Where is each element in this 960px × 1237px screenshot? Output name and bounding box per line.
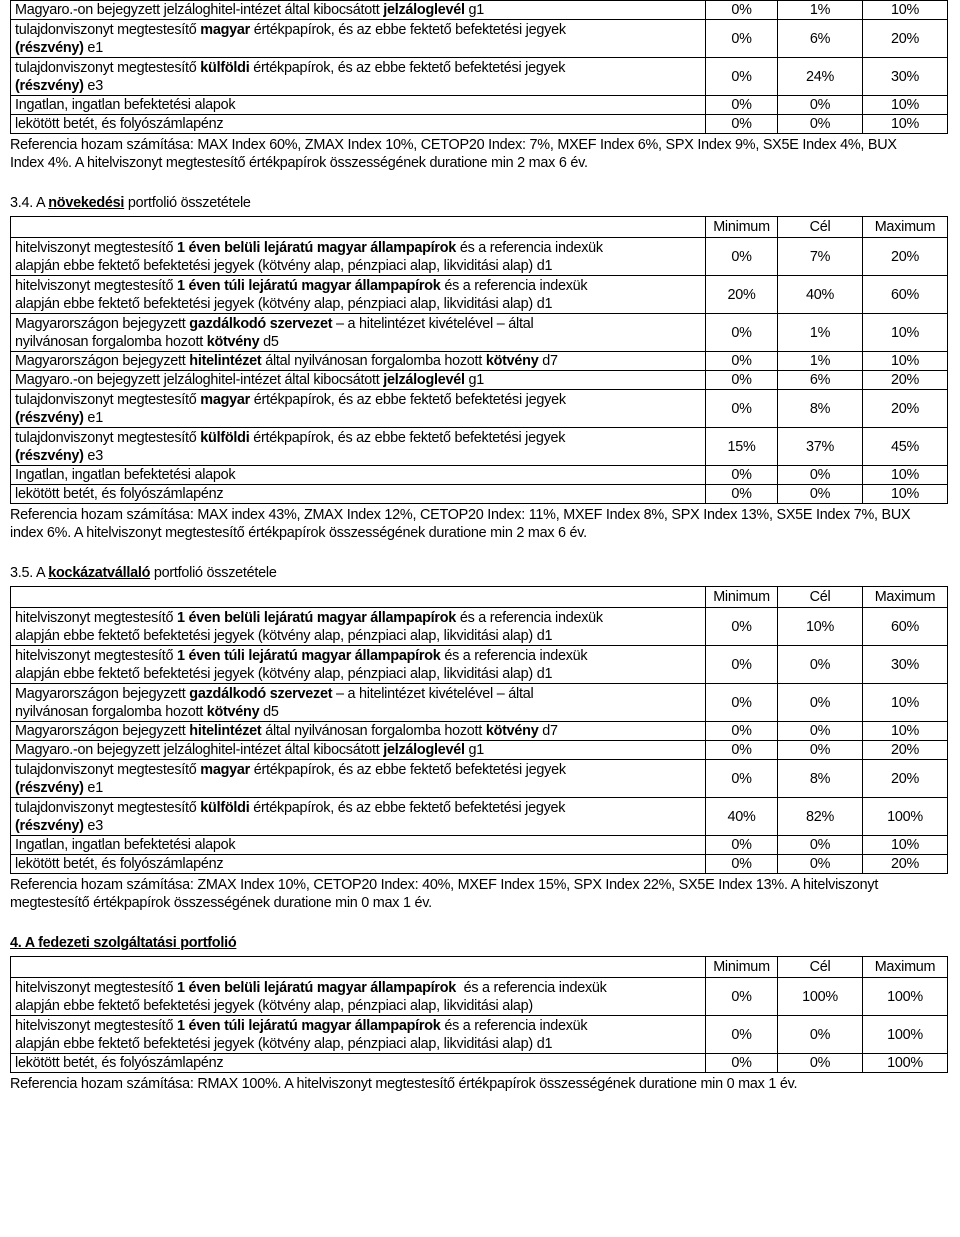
target-value: 0%	[778, 836, 863, 855]
text-segment: Magyarországon bejegyzett	[15, 685, 190, 702]
minimum-value: 0%	[706, 1054, 778, 1073]
minimum-value: 0%	[706, 836, 778, 855]
text-segment: Ingatlan, ingatlan befektetési alapok	[15, 837, 236, 853]
label-line	[15, 59, 701, 77]
emphasized-text: kockázatvállaló	[48, 565, 151, 581]
label-line	[15, 1054, 701, 1072]
text-segment: Magyaro.-on bejegyzett jelzáloghitel-intézet által kibocsátott	[15, 2, 384, 18]
table-row	[11, 608, 948, 646]
minimum-value: 40%	[706, 798, 778, 836]
target-value: 24%	[778, 58, 863, 96]
maximum-value: 100%	[863, 978, 948, 1016]
maximum-value: 20%	[863, 238, 948, 276]
target-value: 7%	[778, 238, 863, 276]
label-line	[15, 485, 701, 503]
asset-class-label	[11, 96, 706, 115]
minimum-value: 0%	[706, 684, 778, 722]
label-line	[15, 371, 701, 389]
text-segment: és a referencia indexük	[456, 239, 603, 256]
allocation-table	[10, 216, 948, 504]
header-minimum: Minimum	[706, 217, 778, 238]
maximum-value: 10%	[863, 96, 948, 115]
text-segment: tulajdonviszonyt megtestesítő	[15, 59, 201, 76]
table-row	[11, 760, 948, 798]
asset-class-label	[11, 798, 706, 836]
header-blank-cell	[11, 217, 706, 238]
target-value: 8%	[778, 760, 863, 798]
maximum-value: 20%	[863, 760, 948, 798]
table-row	[11, 1054, 948, 1073]
target-value: 0%	[778, 485, 863, 504]
minimum-value: 0%	[706, 741, 778, 760]
label-line	[15, 315, 701, 333]
text-segment: portfolió összetétele	[124, 195, 251, 211]
label-line	[15, 115, 701, 133]
emphasized-text: hitelintézet	[189, 353, 262, 369]
header-target: Cél	[778, 217, 863, 238]
emphasized-text: kötvény	[206, 333, 260, 350]
minimum-value: 0%	[706, 115, 778, 134]
emphasized-text: gazdálkodó szervezet	[189, 685, 333, 702]
minimum-value: 0%	[706, 466, 778, 485]
emphasized-text: külföldi	[200, 59, 250, 76]
table-row	[11, 722, 948, 741]
emphasized-text: kötvény	[485, 353, 539, 369]
maximum-value: 10%	[863, 684, 948, 722]
label-line	[15, 609, 701, 627]
header-maximum: Maximum	[863, 217, 948, 238]
minimum-value: 0%	[706, 314, 778, 352]
label-line	[15, 722, 701, 740]
asset-class-label	[11, 371, 706, 390]
emphasized-text: magyar	[200, 391, 250, 408]
section-heading	[10, 564, 960, 582]
asset-class-label	[11, 276, 706, 314]
maximum-value: 100%	[863, 1054, 948, 1073]
text-segment: hitelviszonyt megtestesítő	[15, 1017, 178, 1034]
text-segment: alapján ebbe fektető befektetési jegyek (kötvény alap, pénzpiaci alap, likviditási alap) d1	[15, 1035, 553, 1052]
target-value: 100%	[778, 978, 863, 1016]
target-value: 0%	[778, 684, 863, 722]
target-value: 0%	[778, 115, 863, 134]
section-heading	[10, 934, 960, 952]
table-row	[11, 428, 948, 466]
label-line	[15, 1017, 701, 1035]
text-segment: hitelviszonyt megtestesítő	[15, 239, 178, 256]
minimum-value: 0%	[706, 760, 778, 798]
text-segment: tulajdonviszonyt megtestesítő	[15, 21, 201, 38]
target-value: 0%	[778, 96, 863, 115]
target-value: 0%	[778, 741, 863, 760]
asset-class-label	[11, 855, 706, 874]
label-line	[15, 277, 701, 295]
label-line	[15, 665, 701, 683]
header-minimum: Minimum	[706, 587, 778, 608]
maximum-value: 10%	[863, 352, 948, 371]
asset-class-label	[11, 428, 706, 466]
table-row	[11, 1, 948, 20]
text-segment: e3	[83, 447, 103, 464]
emphasized-text: 4. A fedezeti szolgáltatási portfolió	[10, 935, 237, 951]
label-line	[15, 836, 701, 854]
label-line	[15, 409, 701, 427]
label-line	[15, 447, 701, 465]
table-row	[11, 978, 948, 1016]
text-segment: Magyaro.-on bejegyzett jelzáloghitel-intézet által kibocsátott	[15, 372, 384, 388]
maximum-value: 10%	[863, 115, 948, 134]
text-segment: tulajdonviszonyt megtestesítő	[15, 429, 201, 446]
text-segment: alapján ebbe fektető befektetési jegyek (kötvény alap, pénzpiaci alap, likviditási alap) d1	[15, 257, 553, 274]
label-line	[15, 257, 701, 275]
text-segment: értékpapírok, és az ebbe fektető befektetési jegyek	[249, 429, 566, 446]
text-segment: e1	[83, 409, 103, 426]
header-blank-cell	[11, 957, 706, 978]
table-header-row	[11, 587, 948, 608]
header-target: Cél	[778, 587, 863, 608]
table-row	[11, 798, 948, 836]
emphasized-text: jelzáloglevél	[383, 2, 465, 18]
text-segment: alapján ebbe fektető befektetési jegyek (kötvény alap, pénzpiaci alap, likviditási alap) d1	[15, 627, 553, 644]
table-row	[11, 466, 948, 485]
target-value: 0%	[778, 646, 863, 684]
text-segment: alapján ebbe fektető befektetési jegyek (kötvény alap, pénzpiaci alap, likviditási alap) d1	[15, 665, 553, 682]
text-segment: – a hitelintézet kivételével – által	[332, 315, 534, 332]
label-line	[15, 979, 701, 997]
emphasized-text: 1 éven belüli lejáratú magyar állampapírok	[177, 609, 457, 626]
asset-class-label	[11, 836, 706, 855]
text-segment: d7	[538, 353, 558, 369]
asset-class-label	[11, 741, 706, 760]
text-segment: tulajdonviszonyt megtestesítő	[15, 799, 201, 816]
minimum-value: 0%	[706, 1016, 778, 1054]
reference-note: Referencia hozam számítása: ZMAX Index 10%, CETOP20 Index: 40%, MXEF Index 15%, SPX Index 22%, SX5E Index 13%. A hitelviszonyt megtestesítő értékpapírok összességének duratione min 0 max 1 év.	[10, 877, 879, 911]
asset-class-label	[11, 20, 706, 58]
target-value: 8%	[778, 390, 863, 428]
emphasized-text: (részvény)	[15, 779, 84, 796]
text-segment: hitelviszonyt megtestesítő	[15, 647, 178, 664]
emphasized-text: magyar	[200, 21, 250, 38]
table-row	[11, 390, 948, 428]
label-line	[15, 779, 701, 797]
table-row	[11, 352, 948, 371]
target-value: 0%	[778, 722, 863, 741]
minimum-value: 0%	[706, 1, 778, 20]
minimum-value: 0%	[706, 20, 778, 58]
emphasized-text: (részvény)	[15, 409, 84, 426]
maximum-value: 30%	[863, 646, 948, 684]
reference-note-top: Referencia hozam számítása: MAX Index 60%, ZMAX Index 10%, CETOP20 Index: 7%, MXEF Index 6%, SPX Index 9%, SX5E Index 4%, BUX Index 4%. A hitelviszonyt megtestesítő értékpapírok összességének duratione min 2 max 6 év.	[10, 137, 897, 171]
label-line	[15, 997, 701, 1015]
maximum-value: 60%	[863, 276, 948, 314]
emphasized-text: jelzáloglevél	[383, 742, 465, 758]
label-line	[15, 466, 701, 484]
target-value: 82%	[778, 798, 863, 836]
asset-class-label	[11, 684, 706, 722]
table-row	[11, 276, 948, 314]
table-row	[11, 836, 948, 855]
text-segment: és a referencia indexük	[440, 1017, 588, 1034]
table-row	[11, 96, 948, 115]
text-segment: nyilvánosan forgalomba hozott	[15, 333, 207, 350]
target-value: 0%	[778, 1016, 863, 1054]
emphasized-text: gazdálkodó szervezet	[189, 315, 333, 332]
label-line	[15, 239, 701, 257]
minimum-value: 0%	[706, 96, 778, 115]
emphasized-text: (részvény)	[15, 39, 84, 56]
target-value: 1%	[778, 314, 863, 352]
text-segment: Magyarországon bejegyzett	[15, 315, 190, 332]
maximum-value: 10%	[863, 314, 948, 352]
asset-class-label	[11, 978, 706, 1016]
table-header-row	[11, 217, 948, 238]
target-value: 6%	[778, 371, 863, 390]
label-line	[15, 352, 701, 370]
maximum-value: 100%	[863, 798, 948, 836]
target-value: 1%	[778, 352, 863, 371]
text-segment: Magyarországon bejegyzett	[15, 353, 190, 369]
label-line	[15, 647, 701, 665]
asset-class-label	[11, 390, 706, 428]
reference-note: Referencia hozam számítása: RMAX 100%. A hitelviszonyt megtestesítő értékpapírok összességének duratione min 0 max 1 év.	[10, 1076, 798, 1092]
asset-class-label	[11, 352, 706, 371]
asset-class-label	[11, 466, 706, 485]
text-segment: értékpapírok, és az ebbe fektető befektetési jegyek	[249, 391, 566, 408]
asset-class-label	[11, 314, 706, 352]
minimum-value: 0%	[706, 855, 778, 874]
maximum-value: 10%	[863, 466, 948, 485]
label-line	[15, 1, 701, 19]
emphasized-text: hitelintézet	[189, 723, 262, 739]
text-segment: Ingatlan, ingatlan befektetési alapok	[15, 467, 236, 483]
emphasized-text: 1 éven belüli lejáratú magyar állampapírok	[177, 239, 457, 256]
target-value: 37%	[778, 428, 863, 466]
emphasized-text: jelzáloglevél	[383, 372, 465, 388]
maximum-value: 20%	[863, 855, 948, 874]
label-line	[15, 1035, 701, 1053]
text-segment: és a referencia indexük	[440, 647, 588, 664]
asset-class-label	[11, 760, 706, 798]
text-segment: hitelviszonyt megtestesítő	[15, 277, 178, 294]
asset-class-label	[11, 1016, 706, 1054]
text-segment: és a referencia indexük	[456, 609, 603, 626]
allocation-table	[10, 586, 948, 874]
table-row	[11, 855, 948, 874]
emphasized-text: 1 éven belüli lejáratú magyar állampapírok	[177, 979, 457, 996]
text-segment: értékpapírok, és az ebbe fektető befektetési jegyek	[249, 21, 566, 38]
asset-class-label	[11, 485, 706, 504]
minimum-value: 0%	[706, 646, 778, 684]
label-line	[15, 685, 701, 703]
label-line	[15, 39, 701, 57]
label-line	[15, 96, 701, 114]
target-value: 0%	[778, 855, 863, 874]
table-header-row	[11, 957, 948, 978]
label-line	[15, 627, 701, 645]
maximum-value: 60%	[863, 608, 948, 646]
text-segment: g1	[464, 372, 485, 388]
section-heading	[10, 194, 960, 212]
minimum-value: 20%	[706, 276, 778, 314]
label-line	[15, 333, 701, 351]
text-segment: által nyilvánosan forgalomba hozott	[261, 723, 486, 739]
text-segment: által nyilvánosan forgalomba hozott	[261, 353, 486, 369]
table-row	[11, 684, 948, 722]
emphasized-text: (részvény)	[15, 447, 84, 464]
maximum-value: 10%	[863, 1, 948, 20]
minimum-value: 0%	[706, 722, 778, 741]
asset-class-label	[11, 1054, 706, 1073]
text-segment: d5	[259, 703, 279, 720]
text-segment: és a referencia indexük	[456, 979, 607, 996]
text-segment: Ingatlan, ingatlan befektetési alapok	[15, 97, 236, 113]
label-line	[15, 741, 701, 759]
asset-class-label	[11, 722, 706, 741]
table-row	[11, 371, 948, 390]
text-segment: – a hitelintézet kivételével – által	[332, 685, 534, 702]
emphasized-text: 1 éven túli lejáratú magyar állampapírok	[177, 647, 441, 664]
text-segment: és a referencia indexük	[440, 277, 588, 294]
text-segment: tulajdonviszonyt megtestesítő	[15, 761, 201, 778]
text-segment: értékpapírok, és az ebbe fektető befektetési jegyek	[249, 799, 566, 816]
minimum-value: 0%	[706, 238, 778, 276]
minimum-value: 0%	[706, 390, 778, 428]
label-line	[15, 77, 701, 95]
minimum-value: 0%	[706, 608, 778, 646]
maximum-value: 20%	[863, 371, 948, 390]
minimum-value: 0%	[706, 371, 778, 390]
table-row	[11, 314, 948, 352]
emphasized-text: kötvény	[485, 723, 539, 739]
text-segment: lekötött betét, és folyószámlapénz	[15, 856, 224, 872]
table-row	[11, 485, 948, 504]
text-segment: hitelviszonyt megtestesítő	[15, 979, 178, 996]
target-value: 40%	[778, 276, 863, 314]
label-line	[15, 855, 701, 873]
label-line	[15, 21, 701, 39]
text-segment: lekötött betét, és folyószámlapénz	[15, 1055, 224, 1071]
text-segment: hitelviszonyt megtestesítő	[15, 609, 178, 626]
label-line	[15, 703, 701, 721]
minimum-value: 0%	[706, 485, 778, 504]
text-segment: g1	[464, 742, 485, 758]
allocation-table-top	[10, 0, 948, 134]
text-segment: e1	[83, 779, 103, 796]
text-segment: Magyaro.-on bejegyzett jelzáloghitel-intézet által kibocsátott	[15, 742, 384, 758]
text-segment: d5	[259, 333, 279, 350]
emphasized-text: külföldi	[200, 429, 250, 446]
allocation-table	[10, 956, 948, 1073]
text-segment: 3.4. A	[10, 195, 49, 211]
text-segment: portfolió összetétele	[150, 565, 277, 581]
text-segment: d7	[538, 723, 558, 739]
label-line	[15, 817, 701, 835]
maximum-value: 10%	[863, 836, 948, 855]
minimum-value: 0%	[706, 58, 778, 96]
target-value: 6%	[778, 20, 863, 58]
text-segment: e3	[83, 817, 103, 834]
emphasized-text: magyar	[200, 761, 250, 778]
label-line	[15, 391, 701, 409]
text-segment: lekötött betét, és folyószámlapénz	[15, 486, 224, 502]
table-row	[11, 115, 948, 134]
target-value: 1%	[778, 1, 863, 20]
text-segment: alapján ebbe fektető befektetési jegyek (kötvény alap, pénzpiaci alap, likviditási alap)	[15, 997, 533, 1014]
header-target: Cél	[778, 957, 863, 978]
text-segment: g1	[464, 2, 485, 18]
header-blank-cell	[11, 587, 706, 608]
maximum-value: 20%	[863, 390, 948, 428]
emphasized-text: növekedési	[48, 195, 125, 211]
asset-class-label	[11, 238, 706, 276]
reference-note: Referencia hozam számítása: MAX index 43%, ZMAX Index 12%, CETOP20 Index: 11%, MXEF Index 8%, SPX Index 13%, SX5E Index 7%, BUX index 6%. A hitelviszonyt megtestesítő értékpapírok összességének duratione min 2 max 6 év.	[10, 507, 911, 541]
maximum-value: 45%	[863, 428, 948, 466]
target-value: 10%	[778, 608, 863, 646]
text-segment: nyilvánosan forgalomba hozott	[15, 703, 207, 720]
text-segment: e1	[83, 39, 103, 56]
minimum-value: 15%	[706, 428, 778, 466]
emphasized-text: kötvény	[206, 703, 260, 720]
minimum-value: 0%	[706, 978, 778, 1016]
label-line	[15, 295, 701, 313]
table-row	[11, 1016, 948, 1054]
text-segment: tulajdonviszonyt megtestesítő	[15, 391, 201, 408]
maximum-value: 30%	[863, 58, 948, 96]
maximum-value: 100%	[863, 1016, 948, 1054]
asset-class-label	[11, 646, 706, 684]
table-row	[11, 238, 948, 276]
minimum-value: 0%	[706, 352, 778, 371]
header-maximum: Maximum	[863, 957, 948, 978]
label-line	[15, 429, 701, 447]
maximum-value: 20%	[863, 20, 948, 58]
text-segment: 3.5. A	[10, 565, 49, 581]
label-line	[15, 761, 701, 779]
text-segment: értékpapírok, és az ebbe fektető befektetési jegyek	[249, 761, 566, 778]
table-row	[11, 646, 948, 684]
table-row	[11, 20, 948, 58]
text-segment: értékpapírok, és az ebbe fektető befektetési jegyek	[249, 59, 566, 76]
asset-class-label	[11, 115, 706, 134]
maximum-value: 10%	[863, 485, 948, 504]
emphasized-text: (részvény)	[15, 817, 84, 834]
target-value: 0%	[778, 1054, 863, 1073]
maximum-value: 20%	[863, 741, 948, 760]
maximum-value: 10%	[863, 722, 948, 741]
emphasized-text: 1 éven túli lejáratú magyar állampapírok	[177, 277, 441, 294]
emphasized-text: (részvény)	[15, 77, 84, 94]
label-line	[15, 799, 701, 817]
table-row	[11, 741, 948, 760]
asset-class-label	[11, 608, 706, 646]
table-row	[11, 58, 948, 96]
asset-class-label	[11, 58, 706, 96]
text-segment: alapján ebbe fektető befektetési jegyek (kötvény alap, pénzpiaci alap, likviditási alap) d1	[15, 295, 553, 312]
asset-class-label	[11, 1, 706, 20]
emphasized-text: 1 éven túli lejáratú magyar állampapírok	[177, 1017, 441, 1034]
text-segment: lekötött betét, és folyószámlapénz	[15, 116, 224, 132]
target-value: 0%	[778, 466, 863, 485]
text-segment: Magyarországon bejegyzett	[15, 723, 190, 739]
header-minimum: Minimum	[706, 957, 778, 978]
emphasized-text: külföldi	[200, 799, 250, 816]
text-segment: e3	[83, 77, 103, 94]
header-maximum: Maximum	[863, 587, 948, 608]
